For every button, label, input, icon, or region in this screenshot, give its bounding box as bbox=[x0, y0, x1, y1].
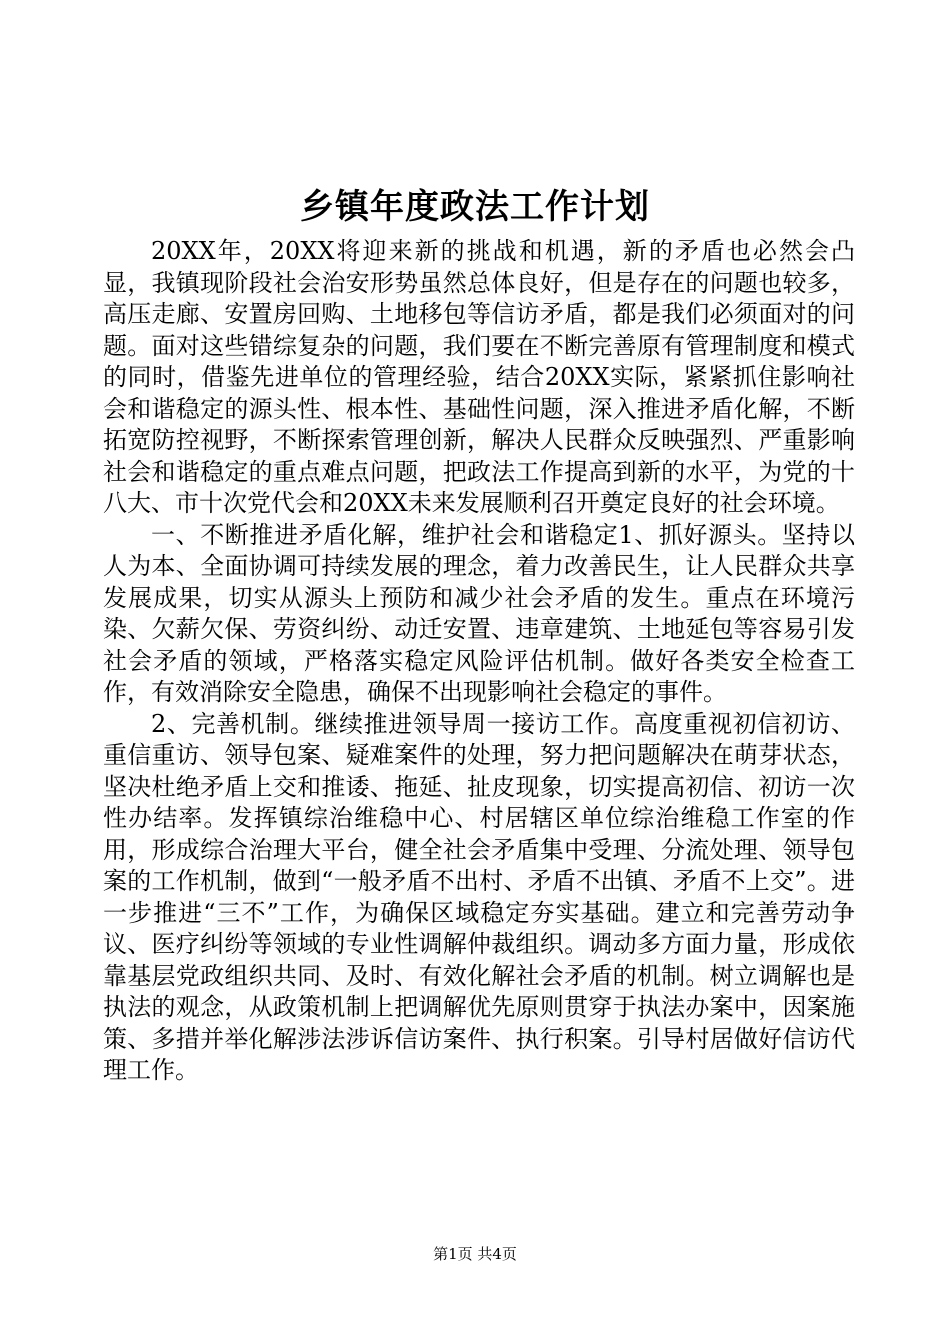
paragraph-intro: 20XX年，20XX将迎来新的挑战和机遇，新的矛盾也必然会凸显，我镇现阶段社会治安形势虽然总体良好，但是存在的问题也较多，高压走廊、安置房回购、土地移包等信访矛盾，都是我们必须面对的问题。面对这些错综复杂的问题，我们要在不断完善原有管理制度和模式的同时，借鉴先进单位的管理经验，结合20XX实际，紧紧抓住影响社会和谐稳定的源头性、根本性、基础性问题，深入推进矛盾化解，不断拓宽防控视野，不断探索管理创新，解决人民群众反映强烈、严重影响社会和谐稳定的重点难点问题，把政法工作提高到新的水平，为党的十八大、市十次党代会和20XX未来发展顺利召开奠定良好的社会环境。 bbox=[103, 237, 855, 517]
document-body bbox=[103, 236, 855, 1087]
page-footer: 第1页 共4页 bbox=[433, 1245, 517, 1263]
paragraph-section-1: 一、不断推进矛盾化解，维护社会和谐稳定1、抓好源头。坚持以人为本、全面协调可持续发展的理念，着力改善民生，让人民群众共享发展成果，切实从源头上预防和减少社会矛盾的发生。重点在环境污染、欠薪欠保、劳资纠纷、动迁安置、违章建筑、土地延包等容易引发社会矛盾的领域，严格落实稳定风险评估机制。做好各类安全检查工作，有效消除安全隐患，确保不出现影响社会稳定的事件。 bbox=[103, 520, 855, 706]
document-title: 乡镇年度政法工作计划 bbox=[300, 187, 650, 227]
paragraph-section-2: 2、完善机制。继续推进领导周一接访工作。高度重视初信初访、重信重访、领导包案、疑难案件的处理，努力把问题解决在萌芽状态，坚决杜绝矛盾上交和推诿、拖延、扯皮现象，切实提高初信、初访一次性办结率。发挥镇综治维稳中心、村居辖区单位综治维稳工作室的作用，形成综合治理大平台，健全社会矛盾集中受理、分流处理、领导包案的工作机制，做到“一般矛盾不出村、矛盾不出镇、矛盾不上交”。进一步推进“三不”工作，为确保区域稳定夯实基础。建立和完善劳动争议、医疗纠纷等领域的专业性调解仲裁组织。调动多方面力量，形成依靠基层党政组织共同、及时、有效化解社会矛盾的机制。树立调解也是执法的观念，从政策机制上把调解优先原则贯穿于执法办案中，因案施策、多措并举化解涉法涉诉信访案件、执行积案。引导村居做好信访代理工作。 bbox=[103, 709, 855, 1084]
